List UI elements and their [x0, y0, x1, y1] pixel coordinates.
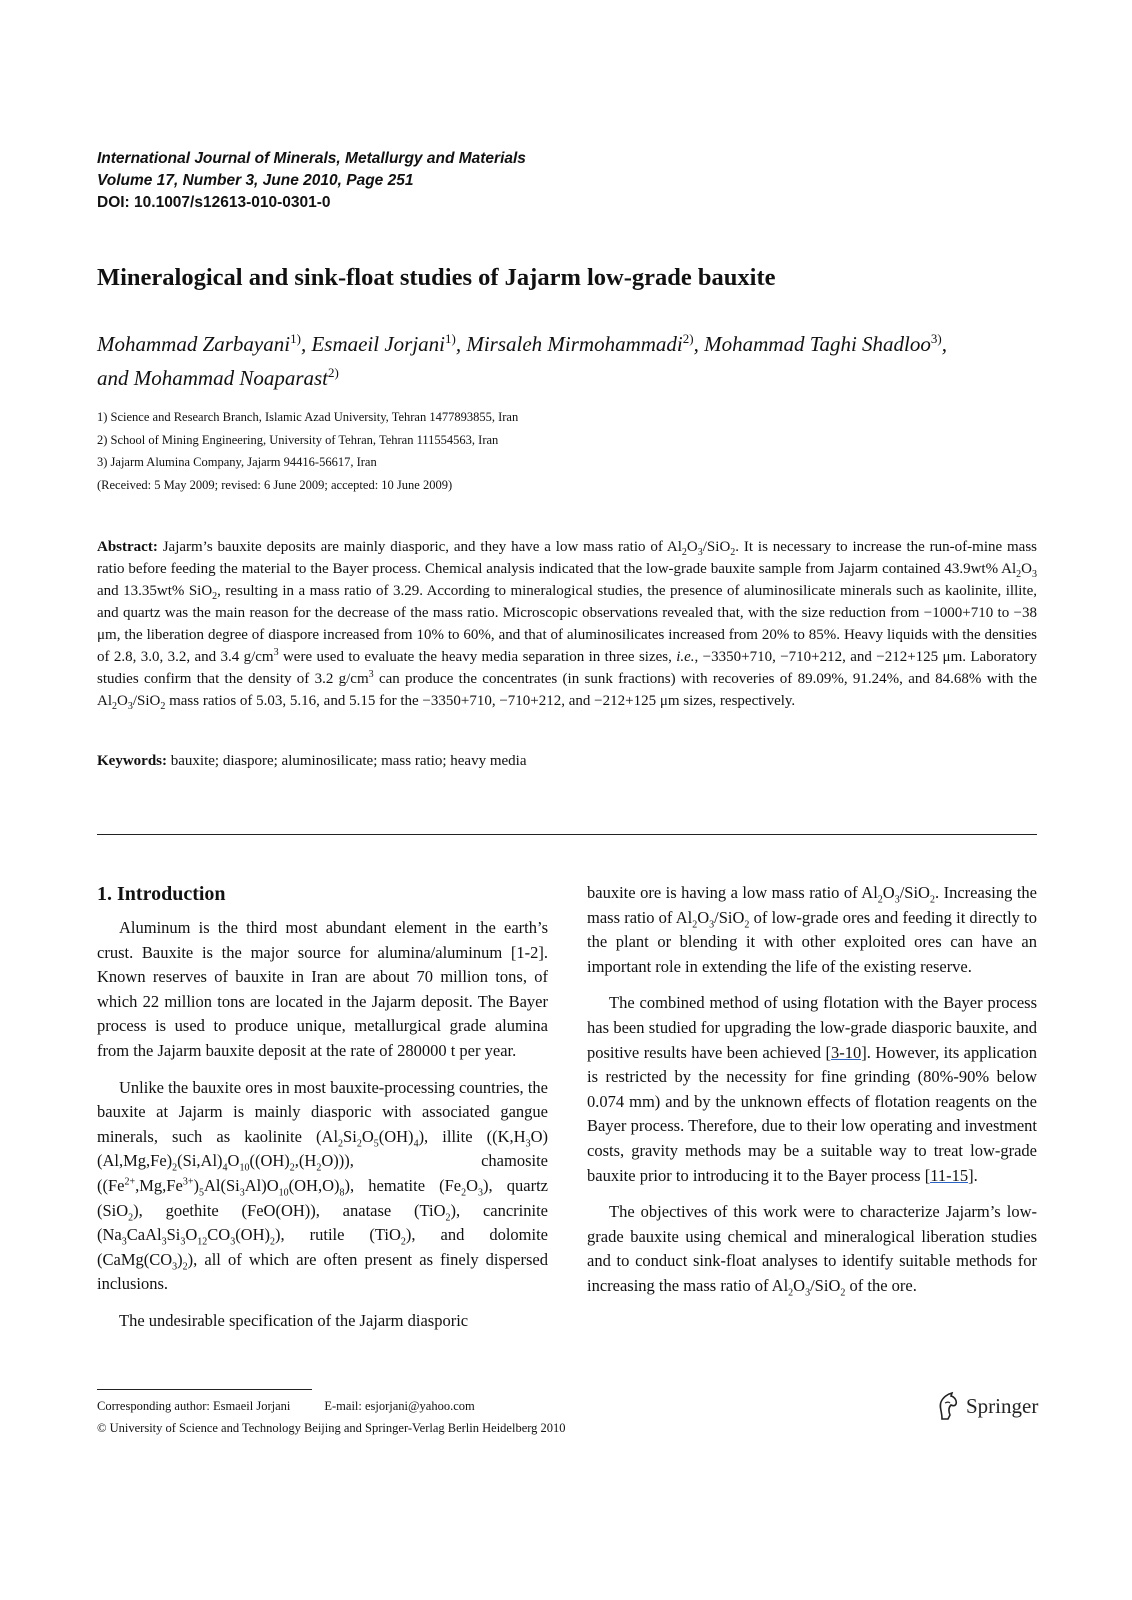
body-paragraph: The objectives of this work were to characterize Jajarm’s low-grade bauxite using chemical and mineralogical liberation studies and to conduct sink-float analyses to identify suitable methods for increasing the mass ratio of $Al_2O_3/SiO_2$ of the ore.: [587, 1202, 1037, 1299]
journal-header: [97, 148, 897, 214]
body-paragraph: Unlike the bauxite ores in most bauxite-processing countries, the bauxite at Jajarm is mainly diasporic with associated gangue minerals, such as kaolinite $(Al_2Si_2O_5(OH)_4)$, illite $((K,H_3O)(Al,Mg,Fe)_2(Si,Al)_4O_{10}((OH)_2,(H_2O)))$, chamosite $((Fe^{2+},Mg,Fe^{3+})_5Al(Si_3Al)O_{10}(OH,O)_8)$, hematite $(Fe_2O_3)$, quartz (SiO$_2$), goethite (FeO(OH)), anatase (TiO$_2$), cancrinite $(Na_3CaAl_3Si_3O_{12}CO_3(OH)_2)$, rutile (TiO$_2$), and dolomite $(CaMg(CO_3)_2)$, all of which are often present as finely dispersed inclusions.: [97, 1077, 548, 1294]
author-name: Mohammad Taghi Shadloo: [704, 332, 931, 356]
author-name: Mohammad Zarbayani: [97, 332, 291, 356]
abstract-label: Abstract:: [97, 539, 158, 555]
author-email[interactable]: E-mail: esjorjani@yahoo.com: [324, 1399, 475, 1413]
body-paragraph: The combined method of using flotation with the Bayer process has been studied for upgrading the low-grade diasporic bauxite, and positive results have been achieved [3-10]. However, its application is restricted by the necessity for fine grinding (80%-90% below 0.074 mm) and by the unknown effects of flotation reagents on the Bayer process. Therefore, due to their low operating and investment costs, gravity methods may be a suitable way to treat low-grade bauxite prior to introducing it to the Bayer process [11-15].: [587, 993, 1037, 1185]
affiliation-line: 3) Jajarm Alumina Company, Jajarm 94416-56617, Iran: [97, 455, 377, 469]
author-name: Mirsaleh Mirmohammadi: [466, 332, 683, 356]
footnote-rule: [97, 1389, 312, 1390]
author-affil-mark: 3): [930, 331, 942, 346]
author-name: and Mohammad Noaparast: [97, 366, 329, 390]
copyright-line: © University of Science and Technology Beijing and Springer-Verlag Berlin Heidelberg 2010: [97, 1421, 566, 1435]
journal-volume: Volume 17, Number 3, June 2010, Page 251: [97, 172, 414, 189]
body-paragraph: The undesirable specification of the Jajarm diasporic: [119, 1310, 469, 1330]
author-list: Mohammad Zarbayani$^{1)}$, Esmaeil Jorjani$^{1)}$, Mirsaleh Mirmohammadi$^{2)}$, Mohammad Taghi Shadloo$^{3)}$, and Mohammad Noaparast$^{2)}$: [97, 331, 947, 390]
citation-link[interactable]: [11-15]: [924, 1165, 974, 1185]
body-column-left: [97, 881, 548, 1346]
body-column-right: [587, 881, 1037, 1311]
author-affil-mark: 1): [445, 331, 456, 346]
springer-horse-icon: [936, 1391, 960, 1421]
author-affil-mark: 1): [290, 331, 301, 346]
author-affil-mark: 2): [328, 365, 339, 380]
paper-title: Mineralogical and sink-float studies of Jajarm low-grade bauxite: [97, 264, 776, 291]
affiliation-line: 2) School of Mining Engineering, University of Tehran, Tehran 111554563, Iran: [97, 432, 499, 447]
journal-name: International Journal of Minerals, Metallurgy and Materials: [97, 150, 526, 167]
keywords: [97, 750, 1037, 772]
author-name: Esmaeil Jorjani: [311, 332, 446, 356]
journal-doi: DOI: 10.1007/s12613-010-0301-0: [97, 194, 331, 211]
affiliation-line: 1) Science and Research Branch, Islamic Azad University, Tehran 1477893855, Iran: [97, 410, 519, 424]
abstract: Abstract: Jajarm’s bauxite deposits are mainly diasporic, and they have a low mass ratio of $Al_2O_3/SiO_2$. It is necessary to increase the run-of-mine mass ratio before feeding the material to the Bayer process. Chemical analysis indicated that the low-grade bauxite sample from Jajarm contained 43.9wt% $Al_2O_3$ and 13.35wt% SiO$_2$, resulting in a mass ratio of 3.29. According to mineralogical studies, the presence of aluminosilicate minerals such as kaolinite, illite, and quartz was the main reason for the decrease of the mass ratio. Microscopic observations revealed that, with the size reduction from −1000+710 to −38 μm, the liberation degree of diaspore increased from 10% to 60%, and that of aluminosilicates increased from 20% to 85%. Heavy liquids with the densities of 2.8, 3.0, 3.2, and 3.4 $g/cm^3$ were used to evaluate the heavy media separation in three sizes, i.e., −3350+710, −710+212, and −212+125 μm. Laboratory studies confirm that the density of 3.2 $g/cm^3$ can produce the concentrates (in sunk fractions) with recoveries of 89.09%, 91.24%, and 84.68% with the $Al_2O_3/SiO_2$ mass ratios of 5.03, 5.16, and 5.15 for the −3350+710, −710+212, and −212+125 μm sizes, respectively.: [97, 539, 1038, 712]
section-heading: 1. Introduction: [97, 883, 226, 905]
received-dates: (Received: 5 May 2009; revised: 6 June 2009; accepted: 10 June 2009): [97, 477, 453, 492]
section-divider: [97, 834, 1037, 835]
citation-link[interactable]: [3-10]: [825, 1042, 867, 1062]
body-paragraph: bauxite ore is having a low mass ratio of $Al_2O_3/SiO_2$. Increasing the mass ratio of $Al_2O_3/SiO_2$ of low-grade ores and feeding it directly to the plant or blending it with other exploited ores can have an important role in extending the life of the existing reserve.: [587, 883, 1037, 976]
keywords-text: bauxite; diaspore; aluminosilicate; mass ratio; heavy media: [170, 753, 527, 769]
keywords-label: Keywords:: [97, 753, 167, 769]
affiliations: [97, 406, 897, 496]
corresponding-author: Corresponding author: Esmaeil Jorjani: [97, 1399, 291, 1413]
publisher-name: Springer: [966, 1393, 1039, 1418]
footnote: [97, 1395, 797, 1439]
publisher-logo: [936, 1389, 1038, 1423]
body-paragraph: Aluminum is the third most abundant element in the earth’s crust. Bauxite is the major source for alumina/aluminum [1-2]. Known reserves of bauxite in Iran are about 70 million tons, of which 22 million tons are located in the Jajarm deposit. The Bayer process is used to produce unique, metallurgical grade alumina from the Jajarm bauxite deposit at the rate of 280000 t per year.: [97, 918, 548, 1060]
author-affil-mark: 2): [682, 331, 694, 346]
